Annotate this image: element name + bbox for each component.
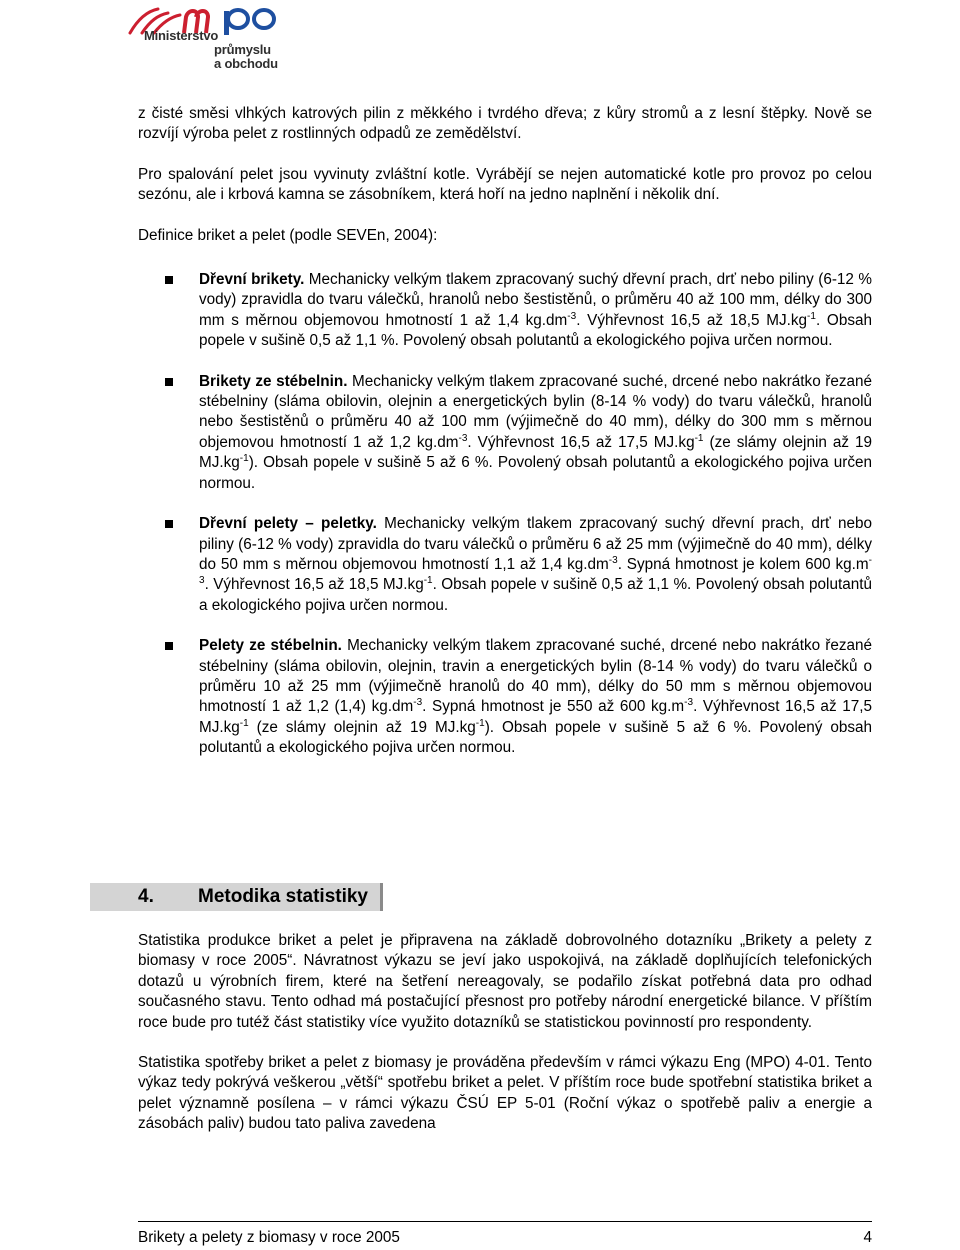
superscript: -3 xyxy=(458,432,468,444)
definition-term: Brikety ze stébelnin. xyxy=(199,372,348,390)
logo-line-3: a obchodu xyxy=(214,56,278,71)
definition-text: ). Obsah popele v sušině 5 až 6 %. Povolený obsah polutantů a ekologického pojiva určen normou. xyxy=(199,454,872,492)
superscript: -3 xyxy=(413,697,423,709)
definition-term: Dřevní brikety. xyxy=(199,271,305,289)
section-number: 4. xyxy=(138,886,154,907)
superscript: -1 xyxy=(475,717,485,729)
definition-term: Dřevní pelety – peletky. xyxy=(199,515,377,533)
definition-text: (ze slámy olejnin až 19 MJ.kg xyxy=(248,718,476,736)
section-paragraph-2: Statistika spotřeby briket a pelet z biomasy je prováděna především v rámci výkazu Eng (MPO) 4-01. Tento výkaz tedy pokrývá veškerou „větší“ spotřebu briket a pelet. V příštím roce bude spotřební statistika briket a pelet významně posílena – v rámci výkazu ČSÚ EP 5-01 (Roční výkaz o spotřebě paliv a energie a zásobách paliv) budou tato paliva zavedena xyxy=(138,1054,872,1133)
superscript: -1 xyxy=(694,432,704,444)
superscript: -1 xyxy=(239,717,249,729)
intro-paragraph-2: Pro spalování pelet jsou vyvinuty zvláštní kotle. Vyrábějí se nejen automatické kotle pro provoz po celou sezónu, ale i krbová kamna se zásobníkem, která hoří na jedno naplnění i několik dní. xyxy=(138,165,872,204)
section-paragraph-1: Statistika produkce briket a pelet je připravena na základě dobrovolného dotazníku „Brikety a pelety z biomasy v roce 2005“. Návratnost výkazu se jeví jako uspokojivá, na základě doplňujících telefonických dotazů u výrobních firem, které na šetření nereagovaly, se podařilo získat potřebná data pro odhad současného stavu. Tento odhad má postačující přesnost pro potřeby národní energetické bilance. V příštím roce bude pro tutéž část statistiky více využito dotazníků se statistickou povinností pro respondenty. xyxy=(138,932,872,1031)
footer-divider xyxy=(138,1221,872,1222)
definition-term: Pelety ze stébelnin. xyxy=(199,637,342,655)
definition-text: Mechanicky velkým tlakem zpracované suché, drcené nebo nakrátko řezané stébelniny (sláma obilovin, olejnin a energetických bylin (8-14 % vody) do tvaru válečků, hranolů nebo šestistěnů o průměru 40 až 100 mm (výjimečně do 40 mm), délky do 300 mm s měrnou objemovou hmotností 1 až 1,2 kg.dm xyxy=(199,372,872,451)
list-item xyxy=(138,514,872,616)
square-bullet-icon xyxy=(165,520,173,528)
definition-text: . Sypná hmotnost je 550 až 600 kg.m xyxy=(422,698,685,716)
definition-text: Mechanicky velkým tlakem zpracovaný suchý dřevní prach, drť nebo piliny (6-12 % vody) zpravidla do tvaru válečků o průměru 6 až 25 mm (výjimečně do 40 mm), délky do 50 mm s měrnou objemovou hmotností 1,1 až 1,4 kg.dm xyxy=(199,515,872,573)
superscript: -3 xyxy=(684,697,694,709)
definition-text: . Obsah popele v sušině 0,5 až 1,1 %. Povolený obsah polutantů a ekologického pojiva určen normou. xyxy=(199,311,872,350)
logo-line-2: průmyslu xyxy=(214,42,271,57)
square-bullet-icon xyxy=(165,642,173,650)
superscript: -3 xyxy=(567,310,577,322)
page-number: 4 xyxy=(863,1229,872,1246)
definitions-intro: Definice briket a pelet (podle SEVEn, 2004): xyxy=(138,226,438,244)
definition-text: . Výhřevnost 16,5 až 17,5 MJ.kg xyxy=(199,698,872,736)
logo-line-1: Ministerstvo xyxy=(144,28,219,43)
definition-text: (ze slámy olejnin až 19 MJ.kg xyxy=(199,433,872,472)
definitions-list xyxy=(138,270,872,759)
mpo-logo-text xyxy=(144,29,278,71)
superscript: -1 xyxy=(239,453,249,465)
definition-text: . Výhřevnost 16,5 až 18,5 MJ.kg xyxy=(204,576,424,594)
mpo-logo xyxy=(128,5,288,71)
superscript: -3 xyxy=(608,554,618,566)
intro-paragraph-1: z čisté směsi vlhkých katrových pilin z měkkého i tvrdého dřeva; z kůry stromů a z lesní štěpky. Nově se rozvíjí výroba pelet z rostlinných odpadů ze zemědělství. xyxy=(138,105,872,143)
square-bullet-icon xyxy=(165,378,173,386)
superscript: -1 xyxy=(423,575,433,587)
definition-text: ). Obsah popele v sušině 5 až 6 %. Povolený obsah polutantů a ekologického pojiva určen normou. xyxy=(199,718,873,757)
superscript: -3 xyxy=(199,554,872,587)
section-heading xyxy=(138,883,368,911)
definition-text: . Výhřevnost 16,5 až 18,5 MJ.kg xyxy=(576,311,808,329)
square-bullet-icon xyxy=(165,276,173,284)
definition-text: Mechanicky velkým tlakem zpracované suché, drcené nebo nakrátko řezané stébelniny (sláma obilovin, olejnin, travin a energetických bylin (8-14 % vody) do tvaru válečků o průměru 10 až 25 mm (výjimečně hranolů do 40 mm), délky do 50 mm s měrnou objemovou hmotností 1 až 1,2 (1,4) kg.dm xyxy=(199,637,873,716)
definition-text: . Výhřevnost 16,5 až 17,5 MJ.kg xyxy=(467,433,695,451)
list-item xyxy=(138,270,872,352)
page-content xyxy=(138,104,872,759)
list-item xyxy=(138,636,872,758)
definition-text: . Sypná hmotnost je kolem 600 kg.m xyxy=(617,555,869,573)
list-item xyxy=(138,372,872,494)
section-title: Metodika statistiky xyxy=(198,886,368,907)
section-body xyxy=(138,931,872,1135)
definition-text: . Obsah popele v sušině 0,5 až 1,1 %. Povolený obsah polutantů a ekologického pojiva určen normou. xyxy=(199,576,872,614)
superscript: -1 xyxy=(807,310,816,322)
definition-text: Mechanicky velkým tlakem zpracovaný suchý dřevní prach, drť nebo piliny (6-12 % vody) zpravidla do tvaru válečků, hranolů nebo šestistěnů, o průměru 40 až 100 mm, délky do 300 mm s měrnou objemovou hmotností 1 až 1,4 kg.dm xyxy=(199,271,872,329)
footer-title: Brikety a pelety z biomasy v roce 2005 xyxy=(138,1229,400,1246)
